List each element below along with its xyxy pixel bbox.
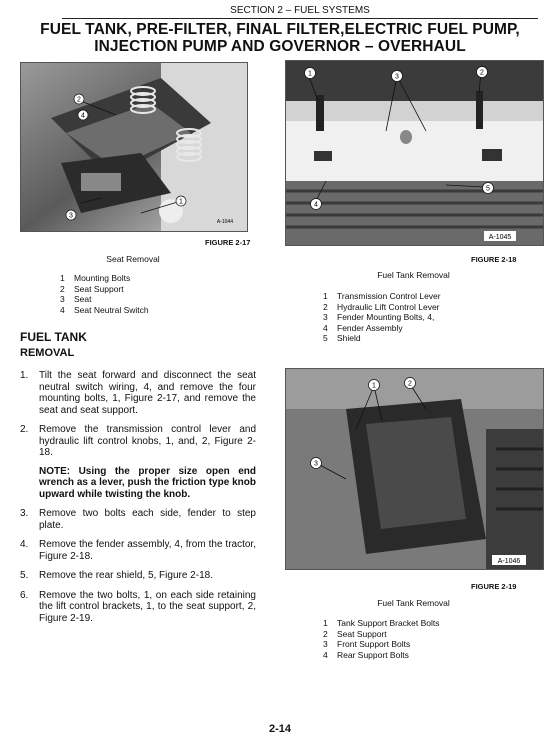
figure-2-18-legend bbox=[323, 291, 441, 344]
step-item: 1. Tilt the seat forward and disconnect the seat neutral switch wiring, 4, and remove the four mounting bolts, 1, Figure 2-17, and remove the seat and seat support. bbox=[20, 370, 256, 416]
section-heading: FUEL TANK bbox=[20, 330, 87, 344]
figure-2-19-label: FIGURE 2-19 bbox=[471, 582, 517, 591]
figure-2-18-label: FIGURE 2-18 bbox=[471, 255, 517, 264]
legend-item: 4 Rear Support Bolts bbox=[323, 649, 409, 660]
figure-2-17-caption: Seat Removal bbox=[106, 254, 160, 264]
callout-label: 1 bbox=[372, 382, 376, 390]
figure-2-19-caption: Fuel Tank Removal bbox=[377, 598, 450, 608]
legend-item: 2 Seat Support bbox=[60, 283, 124, 294]
step-item: 5. Remove the rear shield, 5, Figure 2-18. bbox=[20, 570, 213, 581]
note: NOTE: Using the proper size open end wrench as a lever, push the friction type knob upward while twisting the knob. bbox=[39, 465, 256, 500]
legend-item: 1 Transmission Control Lever bbox=[323, 291, 441, 301]
legend-item: 3 Seat bbox=[60, 294, 92, 304]
page-title bbox=[20, 21, 540, 55]
step-item: 4. Remove the fender assembly, 4, from the tractor, Figure 2-18. bbox=[20, 539, 256, 562]
figure-2-17-label: FIGURE 2-17 bbox=[205, 238, 251, 247]
callout-label: 2 bbox=[480, 69, 484, 77]
legend-item: 1 Tank Support Bracket Bolts bbox=[323, 618, 440, 628]
callout-label: 4 bbox=[314, 201, 318, 209]
legend-item: 2 Hydraulic Lift Control Lever bbox=[323, 301, 440, 312]
figure-2-18-caption: Fuel Tank Removal bbox=[377, 270, 450, 280]
figure-2-18-photo bbox=[285, 60, 544, 246]
legend-item: 3 Fender Mounting Bolts, 4, bbox=[323, 312, 435, 322]
legend-item: 1 Mounting Bolts bbox=[60, 273, 131, 283]
callout-label: 4 bbox=[81, 112, 85, 120]
legend-item: 3 Front Support Bolts bbox=[323, 639, 411, 649]
step-item: 3. Remove two bolts each side, fender to step plate. bbox=[20, 508, 256, 531]
callout-label: 1 bbox=[179, 198, 183, 206]
callout-label: 3 bbox=[314, 460, 318, 468]
page-number: 2-14 bbox=[268, 723, 292, 735]
figure-id-tag: A-1045 bbox=[488, 234, 512, 241]
legend-item: 4 Fender Assembly bbox=[323, 322, 403, 333]
callout-label: 3 bbox=[395, 73, 399, 81]
figure-2-17-legend bbox=[60, 273, 149, 315]
sub-heading: REMOVAL bbox=[20, 347, 75, 359]
callout-label: 2 bbox=[408, 380, 412, 388]
figure-2-17-photo bbox=[20, 62, 248, 232]
step-item: 6. Remove the two bolts, 1, on each side retaining the lift control brackets, 1, to the seat support, 2, Figure 2-19. bbox=[20, 589, 256, 624]
figure-2-19-photo bbox=[285, 368, 544, 570]
legend-item: 4 Seat Neutral Switch bbox=[60, 304, 149, 315]
legend-item: 2 Seat Support bbox=[323, 628, 387, 639]
title-line-1: FUEL TANK, PRE-FILTER, FINAL FILTER,ELECTRIC FUEL PUMP, bbox=[40, 21, 520, 38]
callout-label: 5 bbox=[486, 185, 490, 193]
title-line-2: INJECTION PUMP AND GOVERNOR – OVERHAUL bbox=[94, 38, 466, 55]
section-header: SECTION 2 – FUEL SYSTEMS bbox=[62, 5, 538, 19]
figure-2-19-legend bbox=[323, 618, 440, 660]
figure-id-tag: A-1044 bbox=[216, 219, 233, 225]
callout-label: 3 bbox=[69, 212, 73, 220]
step-item: 2. Remove the transmission control lever and hydraulic lift control knobs, 1, and, 2, Figure 2-18. NOTE: Using the proper size open end wrench as a lever, push the friction type knob upward while twisting the knob. bbox=[20, 424, 256, 500]
callout-label: 2 bbox=[77, 96, 81, 104]
legend-item: 5 Shield bbox=[323, 333, 361, 343]
callout-label: 1 bbox=[308, 70, 312, 78]
figure-id-tag: A-1046 bbox=[497, 558, 521, 565]
procedure-steps bbox=[20, 370, 256, 632]
